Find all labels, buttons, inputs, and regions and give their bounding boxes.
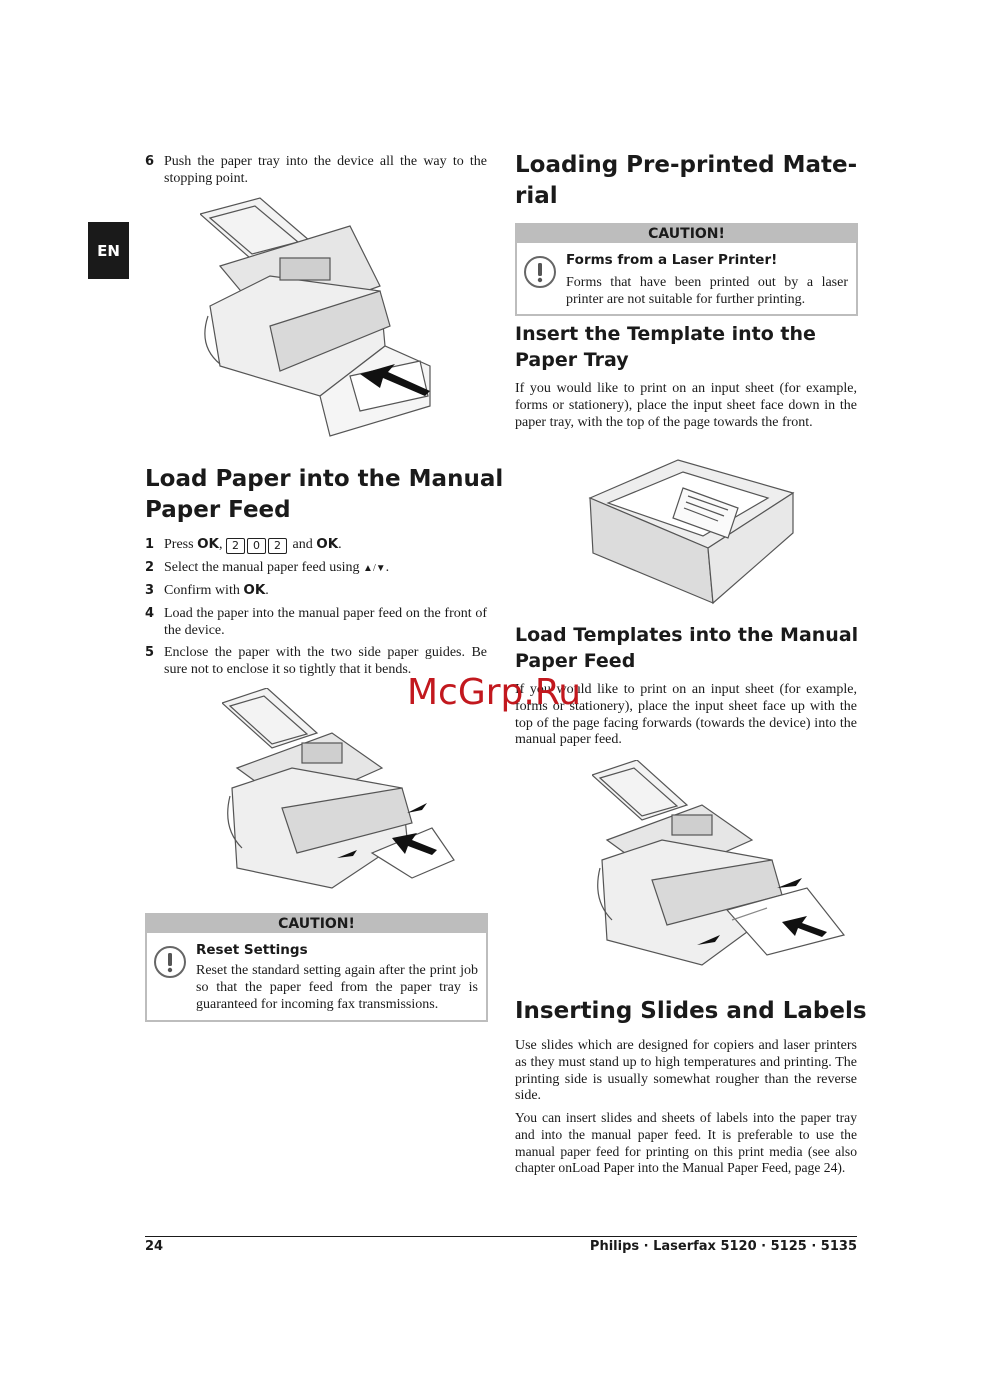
footer-rule [145, 1236, 857, 1237]
step-number: 6 [145, 154, 155, 169]
watermark: McGrp.Ru [407, 672, 582, 713]
manual-step-5: 5 Enclose the paper with the two side paper guides. Be sure not to enclose it so tightly that it bends. [145, 645, 487, 677]
caution-header: CAUTION! [147, 915, 486, 933]
step-number: 4 [145, 606, 155, 621]
ok-key-label: OK [197, 536, 219, 552]
step-number: 5 [145, 645, 155, 660]
step-6 [145, 153, 487, 187]
manual-step-4: 4 Load the paper into the manual paper feed on the front of the device. [145, 606, 487, 638]
fax-manual-feed-illustration [222, 688, 457, 903]
guide-arrow-right-icon [407, 803, 427, 813]
paper-tray-template-illustration [588, 458, 798, 608]
caution-reset-settings [145, 913, 488, 1022]
caution-text: Reset the standard setting again after the print job so that the paper feed from the paper tray is guaranteed for incoming fax transmissions. [196, 963, 478, 1012]
step-number: 3 [145, 583, 155, 598]
step-number: 1 [145, 537, 155, 552]
ok-key-label: OK [316, 536, 339, 552]
footer-product: Philips · Laserfax 5120 · 5125 · 5135 [589, 1239, 857, 1254]
template-tray-text: If you would like to print on an input sheet (for example, forms or stationery), place the input sheet face down in the paper tray, with the top of the page towards the front. [515, 381, 857, 430]
caution-title: Forms from a Laser Printer! [566, 252, 778, 268]
page-number: 24 [145, 1239, 164, 1254]
step-text: Push the paper tray into the device all the way to the stopping point. [164, 154, 487, 186]
slides-paragraph-2: You can insert slides and sheets of labels into the paper tray and into the manual paper feed. It is preferable to use the manual paper feed for printing on this print media (see also chapter onLoad Paper into the Manual Paper Feed, page 24). [515, 1110, 857, 1176]
subsection-title-template-manual: Load Templates into the Manual Paper Feed [515, 624, 859, 672]
caution-header: CAUTION! [517, 225, 856, 243]
template-manual-text: If you would like to print on an input sheet (for example, forms or stationery), place the input sheet face up with the top of the page facing forwards (towards the device) into the manual paper feed. [515, 682, 857, 748]
guide-arrow-right-icon [777, 878, 802, 888]
section-title-manual-feed: Load Paper into the Manual Paper Feed [145, 466, 504, 523]
up-down-arrow-icon: ▲/▼ [363, 563, 386, 574]
fax-manual-template-illustration [592, 760, 847, 975]
exclamation-icon [153, 945, 187, 979]
key-0: 0 [247, 538, 266, 554]
key-2b: 2 [268, 538, 287, 554]
exclamation-icon [523, 255, 557, 289]
slides-paragraph-1: Use slides which are designed for copiers and laser printers as they must stand up to high temperatures and printing. The printing side is usually somewhat rougher than the reverse side. [515, 1038, 857, 1104]
manual-step-3: 3 Confirm with OK. [145, 582, 269, 598]
fax-paper-tray-illustration [200, 196, 450, 441]
key-2: 2 [226, 538, 245, 554]
caution-title: Reset Settings [196, 942, 308, 958]
section-title-preprinted: Loading Pre-printed Mate- rial [515, 152, 858, 209]
step-number: 2 [145, 560, 155, 575]
caution-laser-forms [515, 223, 858, 316]
manual-step-2: 2 Select the manual paper feed using ▲/▼. [145, 560, 390, 575]
language-tab: EN [88, 222, 129, 279]
section-title-slides: Inserting Slides and Labels [515, 998, 867, 1024]
subsection-title-template-tray: Insert the Template into the Paper Tray [515, 323, 816, 371]
ok-key-label: OK [243, 582, 266, 598]
caution-text: Forms that have been printed out by a laser printer are not suitable for further printing. [566, 275, 848, 307]
manual-step-1: 1 Press OK, 2 0 2 and OK. [145, 536, 342, 552]
